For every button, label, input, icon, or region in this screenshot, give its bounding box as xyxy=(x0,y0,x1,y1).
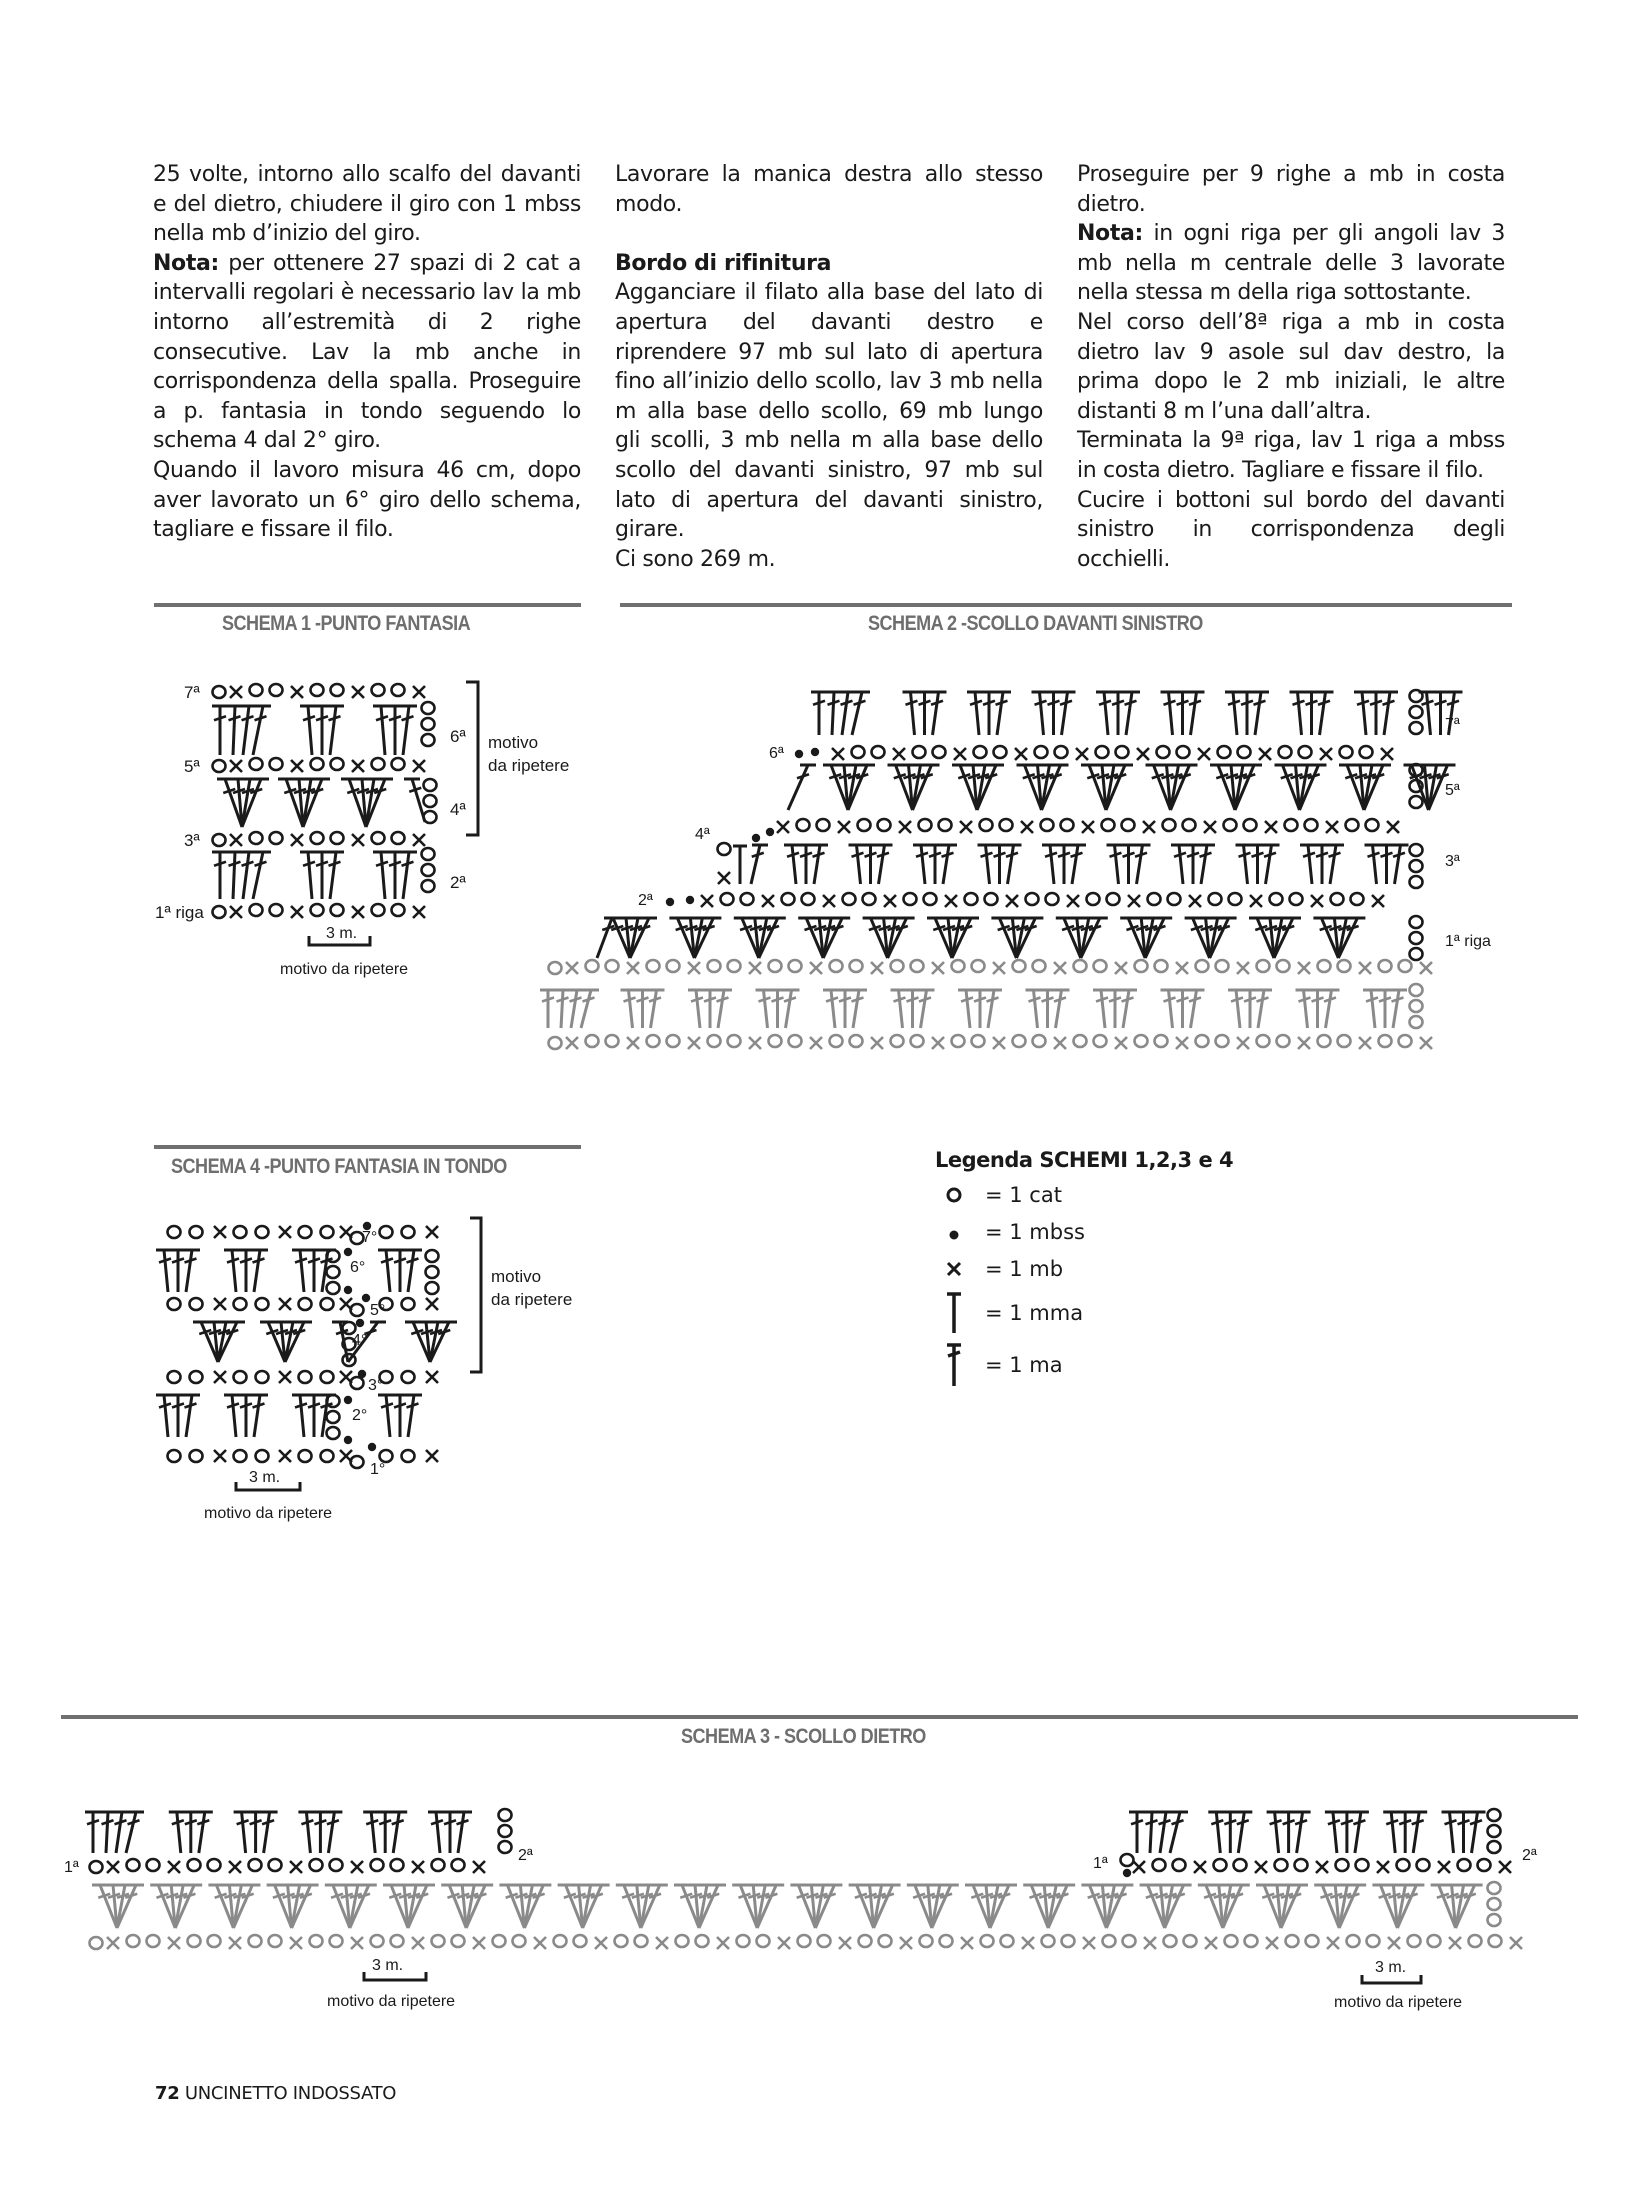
paragraph: Nota: per ottenere 27 spazi di 2 cat a intervalli regolari è necessario lav la mb intorno all’estremità di 2 righe consecutive. Lav la mb anche in corrispondenza della spalla. Proseguire a p. fantasia in tondo seguendo lo schema 4 dal 2° giro. xyxy=(153,250,581,454)
svg-text:motivo: motivo xyxy=(488,733,539,752)
svg-text:7ª: 7ª xyxy=(184,683,200,702)
paragraph: Quando il lavoro misura 46 cm, dopo aver lavorato un 6° giro dello schema, tagliare e fissare il filo. xyxy=(153,457,581,543)
paragraph: Lavorare la manica destra allo stesso modo. xyxy=(615,162,1043,217)
svg-text:6°: 6° xyxy=(350,1259,366,1276)
svg-text:1ª riga: 1ª riga xyxy=(1445,933,1491,950)
svg-text:6ª: 6ª xyxy=(769,745,784,762)
schema-3-title: SCHEMA 3 - SCOLLO DIETRO xyxy=(681,1725,926,1748)
svg-text:3ª: 3ª xyxy=(184,831,200,850)
legend-label: = 1 ma xyxy=(985,1353,1063,1377)
publication-name: UNCINETTO INDOSSATO xyxy=(184,2083,397,2104)
svg-text:1ª riga: 1ª riga xyxy=(155,903,204,922)
svg-text:1ª: 1ª xyxy=(1093,1855,1108,1872)
svg-text:5ª: 5ª xyxy=(1445,782,1460,799)
legend-label: = 1 cat xyxy=(985,1182,1062,1207)
svg-text:3°: 3° xyxy=(368,1377,384,1394)
svg-text:4ª: 4ª xyxy=(450,800,466,819)
svg-text:2ª: 2ª xyxy=(1522,1847,1537,1864)
legend-title: Legenda SCHEMI 1,2,3 e 4 xyxy=(935,1148,1234,1172)
svg-text:3 m.: 3 m. xyxy=(326,925,358,942)
svg-text:7°: 7° xyxy=(362,1229,378,1246)
svg-text:motivo da ripetere: motivo da ripetere xyxy=(204,1505,333,1522)
legend-label: = 1 mb xyxy=(985,1256,1064,1281)
legend-label: = 1 mbss xyxy=(985,1219,1085,1244)
paragraph: Agganciare il filato alla base del lato di apertura del davanti destro e riprendere 97 mb sul lato di apertura fino all’inizio dello scollo, lav 3 mb nella m alla base dello scollo, 69 mb lungo gli scolli, 3 mb nella m alla base dello scollo del davanti sinistro, 97 mb sul lato di apertura del davanti sinistro, girare. xyxy=(615,280,1043,543)
svg-text:5ª: 5ª xyxy=(184,757,200,776)
svg-text:3 m.: 3 m. xyxy=(249,1469,281,1486)
page-number: 72 xyxy=(155,2083,180,2104)
page-footer xyxy=(155,2083,396,2104)
svg-text:3 m.: 3 m. xyxy=(1375,1959,1407,1976)
paragraph: Proseguire per 9 righe a mb in costa dietro. xyxy=(1077,162,1505,217)
paragraph: Bordo di rifinitura xyxy=(615,250,832,276)
svg-text:motivo da ripetere: motivo da ripetere xyxy=(327,1993,456,2010)
schema-2-title: SCHEMA 2 -SCOLLO DAVANTI SINISTRO xyxy=(868,612,1203,635)
svg-text:1°: 1° xyxy=(370,1461,386,1478)
svg-text:4°: 4° xyxy=(352,1332,368,1349)
svg-text:da ripetere: da ripetere xyxy=(488,756,570,775)
svg-text:1ª: 1ª xyxy=(64,1859,79,1876)
svg-text:2ª: 2ª xyxy=(638,892,653,909)
legend-label: = 1 mma xyxy=(985,1301,1084,1325)
paragraph: 25 volte, intorno allo scalfo del davanti e del dietro, chiudere il giro con 1 mbss nella mb d’inizio del giro. xyxy=(153,162,581,247)
paragraph: Nel corso dell’8ª riga a mb in costa dietro lav 9 asole sul dav destro, la prima dopo le 2 mb iniziali, le altre distanti 8 m l’una dall’altra. xyxy=(1077,309,1505,424)
svg-text:3ª: 3ª xyxy=(1445,853,1460,870)
paragraph: Ci sono 269 m. xyxy=(615,546,776,572)
svg-text:da ripetere: da ripetere xyxy=(491,1290,573,1309)
svg-text:2°: 2° xyxy=(352,1407,368,1424)
svg-text:5°: 5° xyxy=(370,1302,386,1319)
svg-text:7ª: 7ª xyxy=(1445,716,1460,733)
paragraph: Cucire i bottoni sul bordo del davanti sinistro in corrispondenza degli occhielli. xyxy=(1077,487,1505,572)
paragraph: Nota: in ogni riga per gli angoli lav 3 mb nella m centrale delle 3 lavorate nella stessa m della riga sottostante. xyxy=(1077,221,1505,306)
svg-text:motivo: motivo xyxy=(491,1267,542,1286)
svg-text:6ª: 6ª xyxy=(450,727,466,746)
schema-1-title: SCHEMA 1 -PUNTO FANTASIA xyxy=(222,612,471,635)
schema-4-title: SCHEMA 4 -PUNTO FANTASIA IN TONDO xyxy=(171,1155,507,1178)
svg-text:motivo da ripetere: motivo da ripetere xyxy=(1334,1994,1463,2011)
svg-text:motivo da ripetere: motivo da ripetere xyxy=(280,961,409,978)
svg-text:4ª: 4ª xyxy=(695,826,710,843)
svg-text:2ª: 2ª xyxy=(450,873,466,892)
svg-text:3 m.: 3 m. xyxy=(372,1957,404,1974)
svg-text:2ª: 2ª xyxy=(518,1847,533,1864)
paragraph: Terminata la 9ª riga, lav 1 riga a mbss in costa dietro. Tagliare e fissare il filo. xyxy=(1077,428,1505,483)
